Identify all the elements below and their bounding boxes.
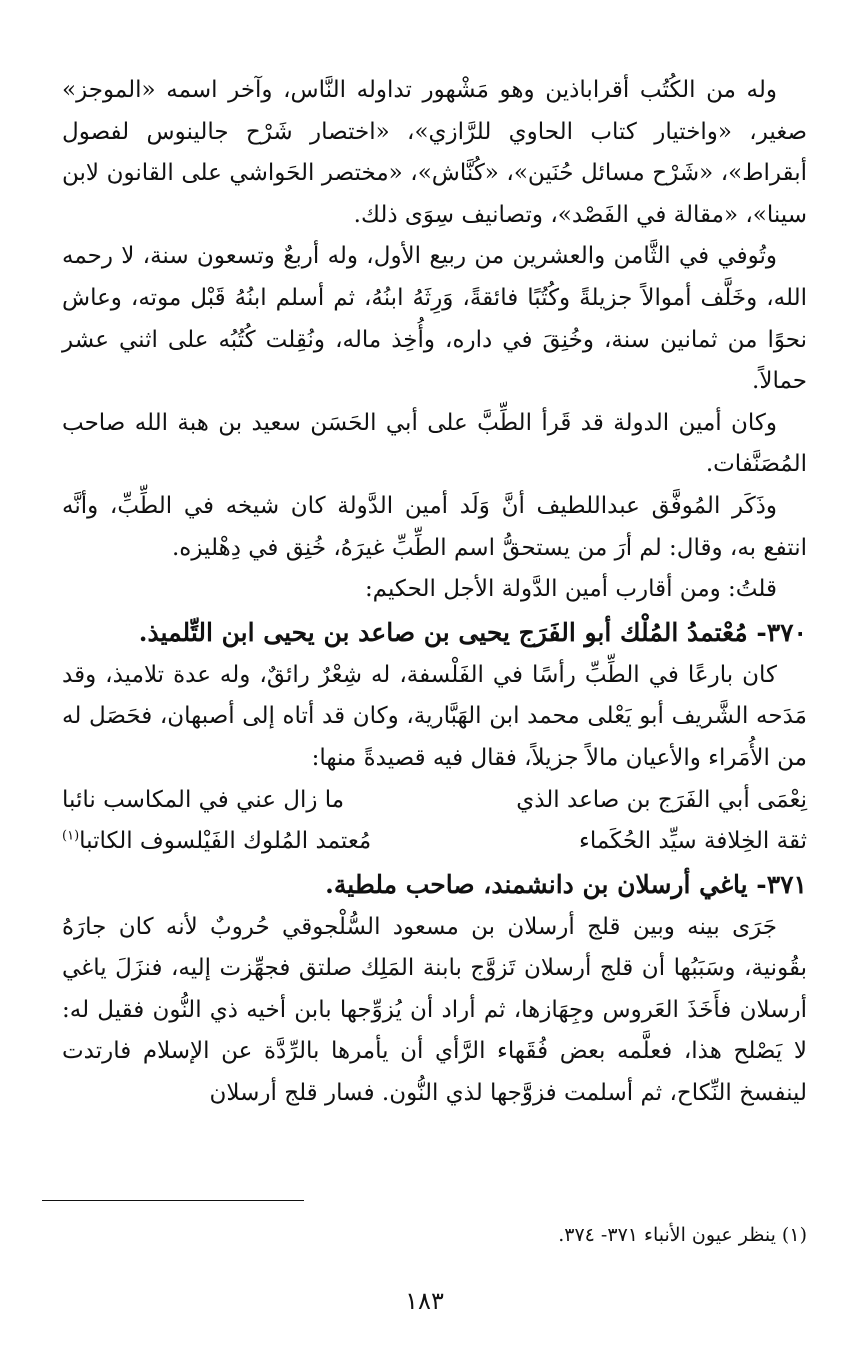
verse-text: مُعتمد المُلوك الفَيْلسوف الكاتبا [79, 828, 372, 855]
verse-first-hemistich: ثقة الخِلافة سيِّد الحُكَماء [579, 828, 807, 855]
verse-second-hemistich: ما زال عني في المكاسب نائبا [62, 786, 345, 813]
main-text [62, 70, 807, 1115]
footnote-marker: (١) [62, 828, 80, 844]
footnote: (١) ينظر عيون الأنباء ٣٧١- ٣٧٤. [558, 1224, 807, 1246]
paragraph-entry-371: جَرَى بينه وبين قلج أرسلان بن مسعود السُّلْجوقي حُروبٌ لأنه كان جارَهُ بقُونية، وسَبَبُها أن قلج أرسلان تَزوَّج بابنة المَلِك صلتق فجهِّزت إليه، فنزَلَ ياغي أرسلان فأَخَذَ العَروس وجِهَازها، ثم أراد أن يُزوِّجها بابن أخيه ذي النُّون فقيل له: لا يَصْلح هذا، فعلَّمه بعض فُقَهاء الرَّأي أن يأمرها بالرِّدَّة عن الإسلام فارتدت لينفسخ النِّكاح، ثم أسلمت فزوَّجها لذي النُّون. فسار قلج أرسلان [62, 913, 807, 1107]
paragraph-muwaffaq: وذَكَر المُوفَّق عبداللطيف أنَّ وَلَد أمين الدَّولة كان شيخه في الطِّبِّ، وأنَّه انتفع به، وقال: لم أرَ من يستحقُّ اسم الطِّبِّ غيرَهُ، خُنِق في دِهْليزه. [62, 492, 807, 561]
verse-line-1 [62, 780, 807, 822]
paragraph-relatives: قلتُ: ومن أقارب أمين الدَّولة الأجل الحكيم: [364, 576, 777, 603]
paragraph-entry-370: كان بارعًا في الطِّبِّ رأسًا في الفَلْسفة، له شِعْرٌ رائقٌ، وله عدة تلاميذ، وقد مَدَحه الشَّريف أبو يَعْلى محمد ابن الهَبَّارية، وكان قد أتاه إلى أصبهان، فحَصَل له من الأُمَراء والأعيان مالاً جزيلاً، فقال فيه قصيدةً منها: [62, 661, 807, 771]
page-number: ١٨٣ [405, 1287, 444, 1315]
verse-line-2 [62, 821, 807, 863]
entry-heading-371: ٣٧١- ياغي أرسلان بن دانشمند، صاحب ملطية. [325, 869, 807, 899]
entry-heading-370: ٣٧٠- مُعْتمدُ المُلْك أبو الفَرَج يحيى بن صاعد بن يحيى ابن التِّلميذ. [138, 617, 807, 647]
paragraph-death: وتُوفي في الثَّامن والعشرين من ربيع الأول، وله أربعٌ وتسعون سنة، لا رحمه الله، وخَلَّف أموالاً جزيلةً وكُتُبًا فائقةً، وَرِثَهُ ابنُهُ، ثم أسلم ابنُهُ قَبْل موته، وعاش نحوًا من ثمانين سنة، وخُنِقَ في داره، وأُخِذ ماله، ونُقِلت كُتُبُه على اثني عشر حمالاً. [62, 243, 807, 395]
verse-first-hemistich: نِعْمَى أبي الفَرَج بن صاعد الذي [516, 786, 807, 813]
paragraph-teacher: وكان أمين الدولة قد قَرأ الطِّبَّ على أبي الحَسَن سعيد بن هبة الله صاحب المُصَنَّفات. [62, 409, 807, 478]
verse-second-hemistich [62, 821, 371, 863]
footnote-divider [42, 1200, 304, 1201]
paragraph-books: وله من الكُتُب أقراباذين وهو مَشْهور تداوله النَّاس، وآخر اسمه «الموجز» صغير، «واختيار كتاب الحاوي للرَّازي»، «اختصار شَرْح جالينوس لفصول أبقراط»، «شَرْح مسائل حُنَين»، «كُنَّاش»، «مختصر الحَواشي على القانون لابن سينا»، «مقالة في الفَصْد»، وتصانيف سِوَى ذلك. [62, 77, 807, 228]
